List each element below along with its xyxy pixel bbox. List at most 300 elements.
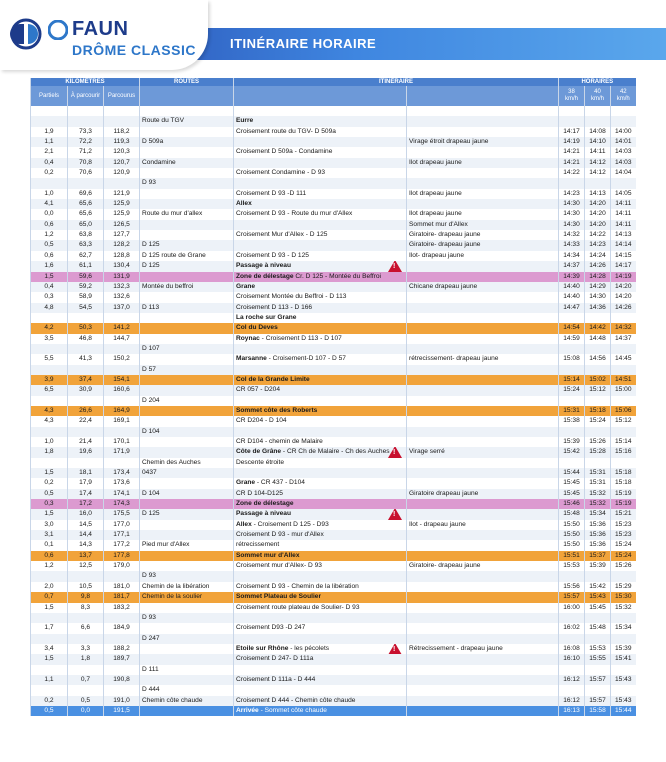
cell-partiels: 0,5	[31, 706, 68, 716]
cell-parcourus: 128,2	[104, 240, 140, 250]
cell-itineraire	[234, 509, 407, 519]
cell-a-parcourir: 0,7	[68, 675, 104, 685]
cell-time-40	[585, 365, 611, 375]
cell-time-40: 15:45	[585, 603, 611, 613]
cell-time-40: 14:12	[585, 158, 611, 168]
cell-time-40	[585, 571, 611, 581]
cell-notes	[407, 106, 559, 116]
cell-time-42: 14:20	[611, 282, 636, 292]
cell-time-40: 15:57	[585, 696, 611, 706]
cell-notes	[407, 396, 559, 406]
cell-itineraire	[234, 261, 407, 271]
cell-a-parcourir: 71,2	[68, 147, 104, 157]
itineraire-main: Arrivée	[236, 706, 259, 714]
cell-time-40: 14:28	[585, 272, 611, 282]
cell-time-42: 14:20	[611, 292, 636, 302]
cell-partiels: 0,6	[31, 251, 68, 261]
table-row	[31, 137, 636, 147]
cell-time-38: 16:12	[559, 675, 585, 685]
cell-time-42: 14:03	[611, 158, 636, 168]
cell-parcourus: 183,2	[104, 603, 140, 613]
table-row	[31, 551, 636, 561]
cell-notes	[407, 571, 559, 581]
cell-partiels: 3,0	[31, 520, 68, 530]
cell-partiels: 0,5	[31, 489, 68, 499]
cell-partiels: 1,7	[31, 623, 68, 633]
cell-a-parcourir: 62,7	[68, 251, 104, 261]
cell-time-42: 14:01	[611, 137, 636, 147]
cell-partiels	[31, 106, 68, 116]
cell-notes	[407, 199, 559, 209]
cell-time-38	[559, 634, 585, 644]
cell-partiels: 4,3	[31, 416, 68, 426]
warning-icon	[388, 447, 402, 457]
table-row	[31, 427, 636, 437]
cell-route	[140, 706, 234, 716]
cell-route: 0437	[140, 468, 234, 478]
cell-route: D 125	[140, 240, 234, 250]
table-row	[31, 147, 636, 157]
cell-partiels: 0,4	[31, 158, 68, 168]
cell-time-42: 15:41	[611, 654, 636, 664]
cell-itineraire	[234, 427, 407, 437]
cell-route	[140, 375, 234, 385]
cell-time-42: 15:06	[611, 406, 636, 416]
cell-time-42: 14:14	[611, 240, 636, 250]
table-row	[31, 334, 636, 344]
cell-parcourus: 175,5	[104, 509, 140, 519]
cell-partiels: 4,2	[31, 323, 68, 333]
cell-time-42: 15:43	[611, 675, 636, 685]
table-row	[31, 313, 636, 323]
cell-notes: Giratoire drapeau jaune	[407, 489, 559, 499]
cell-notes	[407, 178, 559, 188]
cell-time-42: 15:34	[611, 623, 636, 633]
cell-notes	[407, 613, 559, 623]
cell-notes	[407, 437, 559, 447]
cell-partiels: 3,5	[31, 334, 68, 344]
cell-time-38	[559, 458, 585, 468]
table-row	[31, 323, 636, 333]
cell-itineraire	[234, 675, 407, 685]
cell-parcourus: 174,1	[104, 489, 140, 499]
cell-notes	[407, 468, 559, 478]
cell-a-parcourir	[68, 571, 104, 581]
cell-partiels: 1,8	[31, 447, 68, 457]
cell-route	[140, 406, 234, 416]
cell-time-38: 14:30	[559, 209, 585, 219]
itineraire-main: Croisement D 444 - Chemin côte chaude	[236, 696, 356, 704]
itineraire-main: CR D 104-D125	[236, 489, 283, 497]
cell-time-42: 15:14	[611, 437, 636, 447]
table-row	[31, 499, 636, 509]
cell-partiels: 4,3	[31, 406, 68, 416]
cell-partiels: 0,3	[31, 499, 68, 509]
cell-itineraire	[234, 654, 407, 664]
cell-time-42	[611, 634, 636, 644]
cell-time-40	[585, 685, 611, 695]
itineraire-detail: - Croisement D 125 - D93	[253, 520, 329, 528]
table-row	[31, 354, 636, 364]
cell-notes	[407, 696, 559, 706]
cell-time-42: 14:00	[611, 127, 636, 137]
cell-parcourus: 130,4	[104, 261, 140, 271]
cell-itineraire	[234, 375, 407, 385]
cell-a-parcourir: 50,3	[68, 323, 104, 333]
cell-time-38: 15:39	[559, 437, 585, 447]
cell-a-parcourir	[68, 613, 104, 623]
cell-itineraire	[234, 344, 407, 354]
cell-route: D 57	[140, 365, 234, 375]
cell-time-38: 14:32	[559, 230, 585, 240]
cell-notes	[407, 168, 559, 178]
cell-time-38	[559, 613, 585, 623]
cell-itineraire	[234, 499, 407, 509]
table-row	[31, 282, 636, 292]
cell-itineraire	[234, 178, 407, 188]
table-row	[31, 509, 636, 519]
cell-partiels: 1,5	[31, 654, 68, 664]
cell-time-42	[611, 685, 636, 695]
cell-time-40: 15:36	[585, 540, 611, 550]
cell-partiels: 5,5	[31, 354, 68, 364]
cell-time-38: 15:51	[559, 551, 585, 561]
table-row	[31, 582, 636, 592]
cell-time-42: 15:19	[611, 499, 636, 509]
cell-notes: Giratoire- drapeau jaune	[407, 240, 559, 250]
cell-itineraire	[234, 634, 407, 644]
table-row	[31, 127, 636, 137]
cell-parcourus: 132,6	[104, 292, 140, 302]
itineraire-detail: - Sommet côte chaude	[260, 706, 327, 714]
cell-a-parcourir: 54,5	[68, 303, 104, 313]
cell-route	[140, 189, 234, 199]
cell-itineraire	[234, 696, 407, 706]
cell-notes	[407, 623, 559, 633]
cell-partiels: 1,5	[31, 272, 68, 282]
itinerary-table	[30, 78, 636, 716]
cell-itineraire	[234, 592, 407, 602]
cell-itineraire	[234, 540, 407, 550]
cell-a-parcourir	[68, 427, 104, 437]
cell-time-40: 14:12	[585, 168, 611, 178]
cell-route: D 93	[140, 178, 234, 188]
table-row	[31, 530, 636, 540]
cell-time-40: 15:26	[585, 437, 611, 447]
cell-itineraire	[234, 385, 407, 395]
cell-itineraire	[234, 220, 407, 230]
cell-time-38: 14:23	[559, 189, 585, 199]
cell-notes	[407, 665, 559, 675]
cell-a-parcourir: 8,3	[68, 603, 104, 613]
cell-time-42: 14:17	[611, 261, 636, 271]
table-row	[31, 592, 636, 602]
cell-itineraire	[234, 282, 407, 292]
cell-route	[140, 447, 234, 457]
itineraire-main: Croisement Mur d'Allex - D 125	[236, 231, 328, 239]
warning-icon	[388, 509, 402, 519]
cell-itineraire	[234, 313, 407, 323]
cell-notes	[407, 334, 559, 344]
cell-time-40: 14:30	[585, 292, 611, 302]
cell-route: D 107	[140, 344, 234, 354]
cell-a-parcourir: 14,4	[68, 530, 104, 540]
cell-time-38	[559, 116, 585, 126]
cell-itineraire	[234, 551, 407, 561]
cell-time-38: 15:45	[559, 489, 585, 499]
cell-time-42: 15:26	[611, 561, 636, 571]
col-notes	[407, 86, 559, 106]
cell-a-parcourir: 0,5	[68, 696, 104, 706]
col-routes	[140, 86, 234, 106]
cell-time-40	[585, 178, 611, 188]
cell-parcourus	[104, 665, 140, 675]
cell-time-40: 15:32	[585, 499, 611, 509]
table-row	[31, 478, 636, 488]
cell-itineraire	[234, 396, 407, 406]
cell-partiels	[31, 571, 68, 581]
cell-time-40: 15:53	[585, 644, 611, 654]
cell-time-42: 14:11	[611, 220, 636, 230]
table-row	[31, 665, 636, 675]
cell-a-parcourir	[68, 665, 104, 675]
itineraire-main: Col du Deves	[236, 324, 278, 332]
cell-time-38: 16:12	[559, 696, 585, 706]
cell-itineraire	[234, 137, 407, 147]
cell-partiels: 0,0	[31, 209, 68, 219]
cell-route	[140, 654, 234, 664]
cell-notes	[407, 634, 559, 644]
cell-partiels: 0,6	[31, 220, 68, 230]
cell-time-42: 14:45	[611, 354, 636, 364]
cell-partiels	[31, 458, 68, 468]
cell-notes	[407, 116, 559, 126]
cell-partiels	[31, 116, 68, 126]
cell-itineraire	[234, 251, 407, 261]
cell-route: Pied mur d'Allex	[140, 540, 234, 550]
cell-a-parcourir	[68, 106, 104, 116]
cell-time-40	[585, 613, 611, 623]
cell-itineraire	[234, 478, 407, 488]
cell-notes	[407, 147, 559, 157]
cell-time-40: 14:36	[585, 303, 611, 313]
cell-partiels	[31, 178, 68, 188]
cell-route	[140, 323, 234, 333]
bolt-icon	[48, 20, 68, 40]
cell-time-38	[559, 313, 585, 323]
cell-time-42	[611, 344, 636, 354]
cell-parcourus: 125,9	[104, 199, 140, 209]
cell-a-parcourir: 9,8	[68, 592, 104, 602]
cell-itineraire	[234, 168, 407, 178]
cell-itineraire	[234, 199, 407, 209]
cell-parcourus: 169,1	[104, 416, 140, 426]
cell-time-40: 14:13	[585, 189, 611, 199]
cell-itineraire	[234, 665, 407, 675]
cell-parcourus: 189,7	[104, 654, 140, 664]
cell-parcourus: 150,2	[104, 354, 140, 364]
cell-time-38	[559, 665, 585, 675]
itineraire-main: Croisement D 111a - D 444	[236, 675, 316, 683]
cell-time-42: 15:18	[611, 468, 636, 478]
table-row	[31, 540, 636, 550]
cell-parcourus: 121,9	[104, 189, 140, 199]
cell-notes	[407, 323, 559, 333]
cell-itineraire	[234, 323, 407, 333]
col-partiels: Partiels	[31, 86, 68, 106]
cell-a-parcourir	[68, 458, 104, 468]
cell-route	[140, 220, 234, 230]
cell-route	[140, 147, 234, 157]
table-row	[31, 365, 636, 375]
table-row	[31, 178, 636, 188]
cell-route: D 125	[140, 509, 234, 519]
cell-a-parcourir: 17,4	[68, 489, 104, 499]
itineraire-main: Zone de délestage	[236, 500, 294, 508]
cell-partiels: 1,6	[31, 261, 68, 271]
cell-time-42: 15:12	[611, 416, 636, 426]
cell-itineraire	[234, 147, 407, 157]
cell-route: D 111	[140, 665, 234, 675]
cell-route: D 444	[140, 685, 234, 695]
cell-partiels	[31, 634, 68, 644]
table-row	[31, 696, 636, 706]
cell-notes	[407, 416, 559, 426]
cell-a-parcourir: 59,2	[68, 282, 104, 292]
cell-time-38: 14:37	[559, 261, 585, 271]
cell-time-42: 15:43	[611, 696, 636, 706]
cell-time-40: 15:32	[585, 489, 611, 499]
cell-time-42	[611, 313, 636, 323]
cell-time-42: 14:37	[611, 334, 636, 344]
cell-parcourus	[104, 634, 140, 644]
cell-notes	[407, 654, 559, 664]
cell-time-40: 15:43	[585, 592, 611, 602]
cell-route	[140, 478, 234, 488]
table-row	[31, 603, 636, 613]
cell-notes	[407, 303, 559, 313]
itineraire-main: CR 057 - D204	[236, 386, 280, 394]
table-row	[31, 375, 636, 385]
cell-time-38: 14:39	[559, 272, 585, 282]
cell-time-38: 14:33	[559, 240, 585, 250]
cell-itineraire	[234, 582, 407, 592]
table-row	[31, 261, 636, 271]
cell-route	[140, 292, 234, 302]
cell-time-38: 15:31	[559, 406, 585, 416]
cell-time-42	[611, 665, 636, 675]
cell-notes	[407, 540, 559, 550]
cell-time-40	[585, 665, 611, 675]
cell-route: D 204	[140, 396, 234, 406]
cell-time-40: 14:20	[585, 220, 611, 230]
cell-a-parcourir: 3,3	[68, 644, 104, 654]
cell-parcourus: 177,2	[104, 540, 140, 550]
cell-time-40: 15:28	[585, 447, 611, 457]
cell-time-40	[585, 116, 611, 126]
cell-notes	[407, 344, 559, 354]
cell-itineraire	[234, 530, 407, 540]
cell-time-42	[611, 116, 636, 126]
cell-notes: Virage étroit drapeau jaune	[407, 137, 559, 147]
cell-a-parcourir	[68, 634, 104, 644]
cell-a-parcourir: 13,7	[68, 551, 104, 561]
itineraire-main: Croisement Condamine - D 93	[236, 169, 326, 177]
cell-itineraire	[234, 158, 407, 168]
cell-parcourus: 171,9	[104, 447, 140, 457]
itineraire-main: CR D104 - chemin de Malaire	[236, 438, 323, 445]
cell-itineraire	[234, 706, 407, 716]
cell-notes: Ilot drapeau jaune	[407, 158, 559, 168]
cell-time-38: 15:57	[559, 592, 585, 602]
table-row	[31, 571, 636, 581]
table-row	[31, 230, 636, 240]
cell-notes	[407, 292, 559, 302]
itineraire-main: Croisement D 93 - Route du mur d'Allex	[236, 210, 353, 218]
cell-parcourus: 173,4	[104, 468, 140, 478]
cell-time-42: 15:29	[611, 582, 636, 592]
group-routes: ROUTES	[140, 78, 234, 86]
cell-parcourus	[104, 365, 140, 375]
table-row	[31, 220, 636, 230]
cell-time-38: 14:21	[559, 158, 585, 168]
cell-parcourus: 125,9	[104, 209, 140, 219]
cell-notes	[407, 582, 559, 592]
cell-time-42: 15:16	[611, 447, 636, 457]
cell-time-38: 15:50	[559, 530, 585, 540]
cell-time-38: 14:54	[559, 323, 585, 333]
cell-time-40: 15:34	[585, 509, 611, 519]
cell-a-parcourir: 72,2	[68, 137, 104, 147]
cell-itineraire	[234, 189, 407, 199]
cell-partiels	[31, 665, 68, 675]
itineraire-main: Croisement D93 -D 247	[236, 624, 306, 632]
cell-notes	[407, 427, 559, 437]
cell-route	[140, 437, 234, 447]
cell-a-parcourir: 6,6	[68, 623, 104, 633]
table-row	[31, 292, 636, 302]
group-horaires: HORAIRES	[559, 78, 636, 86]
cell-notes: Ilot - drapeau jaune	[407, 520, 559, 530]
cell-parcourus: 164,9	[104, 406, 140, 416]
cell-time-40: 15:55	[585, 654, 611, 664]
itineraire-main: Côte de Grâne	[236, 448, 282, 456]
cell-partiels	[31, 685, 68, 695]
group-kilometres: KILOMÈTRES	[31, 78, 140, 86]
table-row	[31, 685, 636, 695]
cell-parcourus	[104, 116, 140, 126]
itineraire-main: Sommet mur d'Allex	[236, 551, 300, 559]
itineraire-main: CR D204 - D 104	[236, 417, 287, 425]
table-row	[31, 623, 636, 633]
cell-parcourus: 160,6	[104, 385, 140, 395]
cell-parcourus: 179,0	[104, 561, 140, 571]
cell-itineraire	[234, 230, 407, 240]
cell-time-42: 14:26	[611, 303, 636, 313]
cell-time-40: 15:39	[585, 561, 611, 571]
cell-partiels	[31, 427, 68, 437]
cell-time-38: 15:24	[559, 385, 585, 395]
cell-notes: Giratoire- drapeau jaune	[407, 230, 559, 240]
table-row	[31, 561, 636, 571]
cell-notes	[407, 272, 559, 282]
cell-time-40: 14:29	[585, 282, 611, 292]
cell-time-38	[559, 427, 585, 437]
cell-time-42: 15:32	[611, 603, 636, 613]
cell-partiels: 1,5	[31, 603, 68, 613]
cell-time-40: 15:58	[585, 706, 611, 716]
cell-time-42	[611, 571, 636, 581]
